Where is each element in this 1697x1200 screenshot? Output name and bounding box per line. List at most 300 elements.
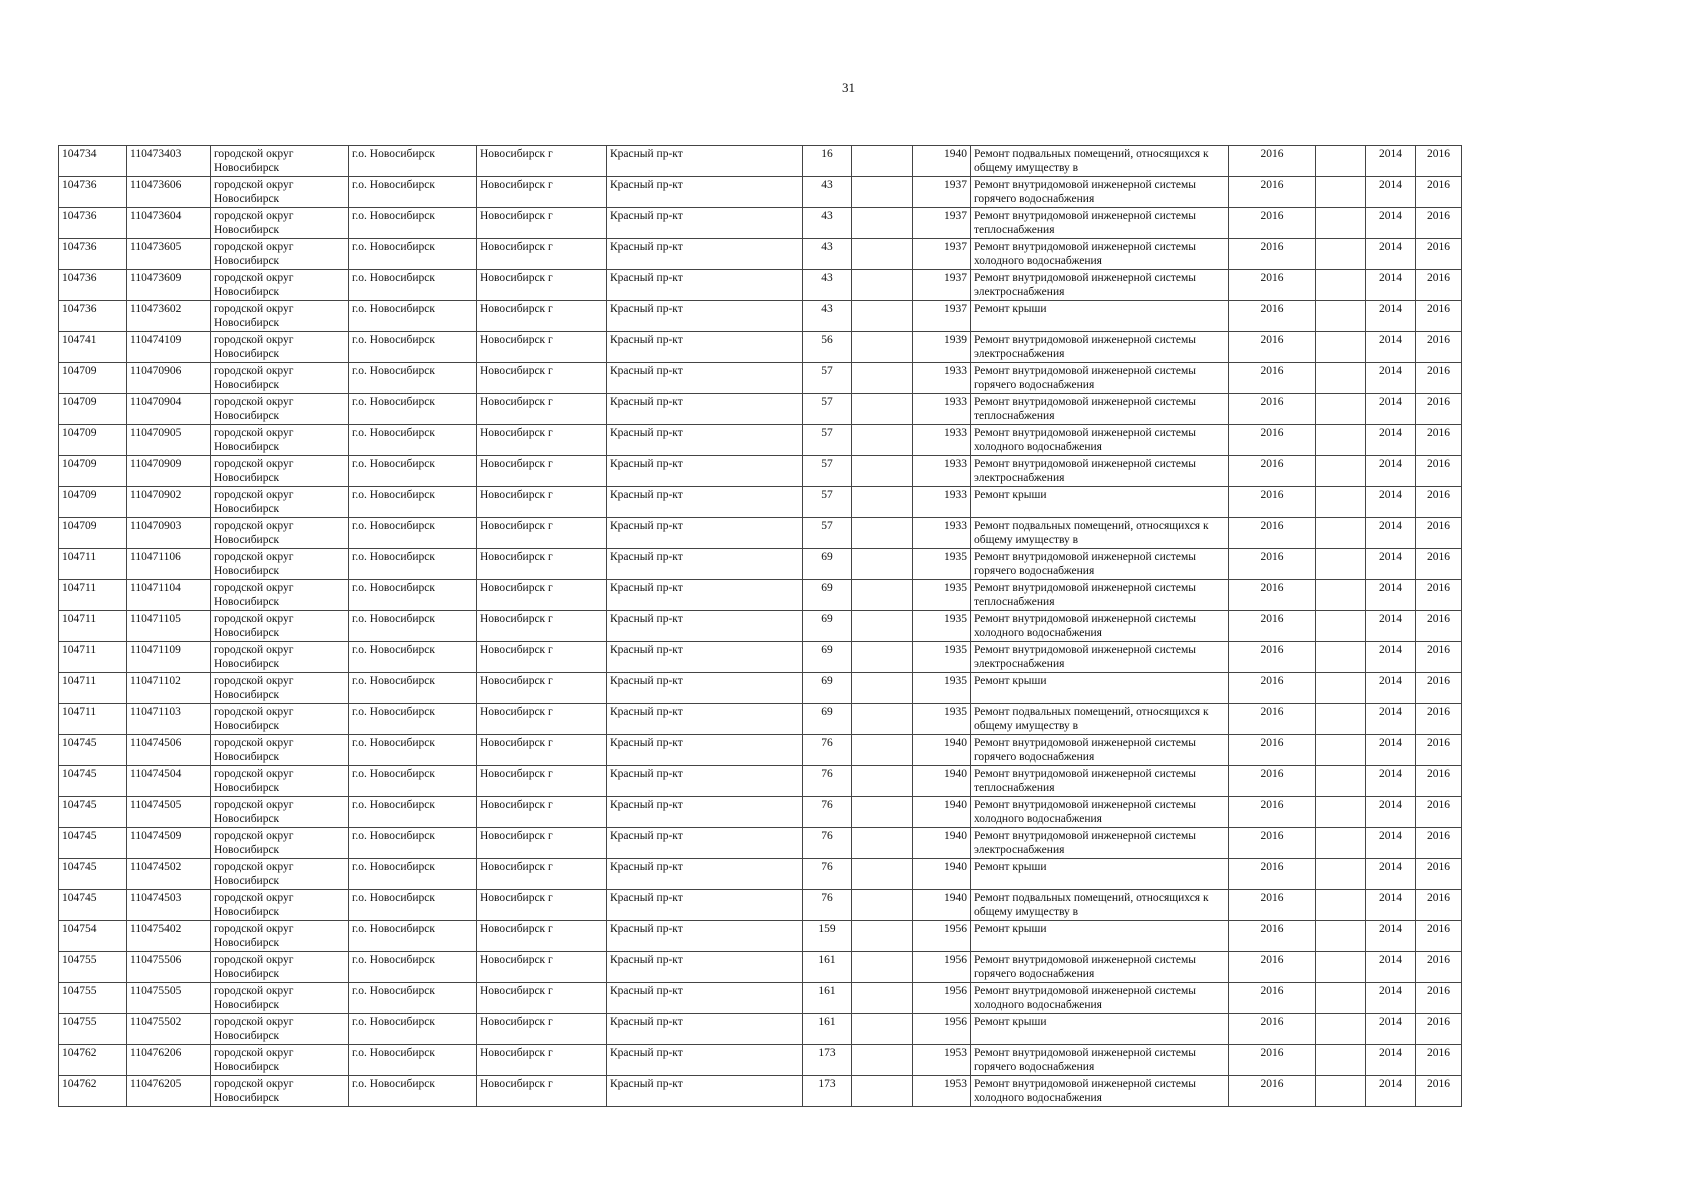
cell-district	[211, 1045, 349, 1076]
cell-start-year: 2014	[1366, 828, 1416, 859]
cell-start-year: 2014	[1366, 549, 1416, 580]
cell-building	[852, 1014, 913, 1045]
cell-work-text: Ремонт внутридомовой инженерной системы электроснабжения	[974, 334, 1197, 360]
cell-work-text: Ремонт крыши	[974, 1016, 1047, 1028]
cell-street: Красный пр-кт	[607, 952, 803, 983]
cell-district	[211, 332, 349, 363]
cell-city: Новосибирск г	[477, 487, 607, 518]
cell-city: Новосибирск г	[477, 642, 607, 673]
cell-district-text: городской округ Новосибирск	[214, 551, 294, 577]
cell-year: 1935	[913, 611, 971, 642]
cell-start-year: 2014	[1366, 363, 1416, 394]
cell-building	[852, 177, 913, 208]
cell-municipality: г.о. Новосибирск	[349, 921, 477, 952]
cell-municipality: г.о. Новосибирск	[349, 146, 477, 177]
cell-house: 43	[803, 270, 852, 301]
cell-municipality: г.о. Новосибирск	[349, 549, 477, 580]
table-row	[59, 301, 1462, 332]
cell-start-year: 2014	[1366, 983, 1416, 1014]
cell-building	[852, 828, 913, 859]
cell-code: 110473605	[127, 239, 211, 270]
cell-city: Новосибирск г	[477, 673, 607, 704]
cell-plan-year: 2016	[1229, 1076, 1316, 1107]
cell-building	[852, 1045, 913, 1076]
cell-id: 104745	[59, 735, 127, 766]
cell-year: 1935	[913, 580, 971, 611]
cell-start-year: 2014	[1366, 642, 1416, 673]
cell-house: 161	[803, 983, 852, 1014]
table-row	[59, 921, 1462, 952]
table-row	[59, 1076, 1462, 1107]
cell-house: 69	[803, 704, 852, 735]
cell-year: 1937	[913, 177, 971, 208]
cell-building	[852, 704, 913, 735]
cell-municipality: г.о. Новосибирск	[349, 611, 477, 642]
cell-blank	[1316, 611, 1366, 642]
cell-work-text: Ремонт внутридомовой инженерной системы холодного водоснабжения	[974, 241, 1197, 267]
cell-blank	[1316, 487, 1366, 518]
cell-work	[971, 704, 1229, 735]
cell-id: 104741	[59, 332, 127, 363]
cell-year: 1953	[913, 1076, 971, 1107]
cell-district	[211, 952, 349, 983]
cell-work-text: Ремонт подвальных помещений, относящихся к общему имуществу в	[974, 892, 1209, 918]
cell-end-year: 2016	[1416, 549, 1462, 580]
cell-district	[211, 859, 349, 890]
cell-district-text: городской округ Новосибирск	[214, 210, 294, 236]
cell-plan-year: 2016	[1229, 828, 1316, 859]
cell-work-text: Ремонт крыши	[974, 489, 1047, 501]
cell-work-text: Ремонт внутридомовой инженерной системы горячего водоснабжения	[974, 179, 1197, 205]
cell-district-text: городской округ Новосибирск	[214, 520, 294, 546]
cell-blank	[1316, 766, 1366, 797]
cell-plan-year: 2016	[1229, 363, 1316, 394]
cell-end-year: 2016	[1416, 1045, 1462, 1076]
cell-building	[852, 394, 913, 425]
cell-street: Красный пр-кт	[607, 301, 803, 332]
table-row	[59, 797, 1462, 828]
table-row	[59, 580, 1462, 611]
cell-code: 110474504	[127, 766, 211, 797]
cell-street: Красный пр-кт	[607, 518, 803, 549]
table-row	[59, 704, 1462, 735]
cell-district	[211, 363, 349, 394]
cell-district-text: городской округ Новосибирск	[214, 613, 294, 639]
cell-work	[971, 208, 1229, 239]
cell-code: 110474109	[127, 332, 211, 363]
cell-code: 110473606	[127, 177, 211, 208]
cell-code: 110473609	[127, 270, 211, 301]
cell-district	[211, 1014, 349, 1045]
cell-house: 43	[803, 177, 852, 208]
cell-street: Красный пр-кт	[607, 146, 803, 177]
cell-plan-year: 2016	[1229, 1014, 1316, 1045]
cell-house: 69	[803, 580, 852, 611]
cell-work	[971, 239, 1229, 270]
cell-city: Новосибирск г	[477, 332, 607, 363]
cell-street: Красный пр-кт	[607, 363, 803, 394]
cell-blank	[1316, 1014, 1366, 1045]
cell-building	[852, 797, 913, 828]
cell-year: 1956	[913, 983, 971, 1014]
table-row	[59, 890, 1462, 921]
cell-city: Новосибирск г	[477, 797, 607, 828]
cell-street: Красный пр-кт	[607, 1045, 803, 1076]
cell-year: 1940	[913, 797, 971, 828]
cell-blank	[1316, 270, 1366, 301]
cell-code: 110470904	[127, 394, 211, 425]
cell-city: Новосибирск г	[477, 983, 607, 1014]
cell-building	[852, 549, 913, 580]
cell-year: 1937	[913, 301, 971, 332]
cell-work-text: Ремонт внутридомовой инженерной системы теплоснабжения	[974, 210, 1197, 236]
cell-building	[852, 208, 913, 239]
cell-end-year: 2016	[1416, 673, 1462, 704]
cell-house: 76	[803, 890, 852, 921]
cell-work-text: Ремонт внутридомовой инженерной системы теплоснабжения	[974, 582, 1197, 608]
cell-work-text: Ремонт внутридомовой инженерной системы электроснабжения	[974, 644, 1197, 670]
cell-municipality: г.о. Новосибирск	[349, 456, 477, 487]
cell-id: 104736	[59, 270, 127, 301]
cell-end-year: 2016	[1416, 890, 1462, 921]
cell-id: 104711	[59, 580, 127, 611]
cell-blank	[1316, 859, 1366, 890]
cell-start-year: 2014	[1366, 766, 1416, 797]
cell-work-text: Ремонт внутридомовой инженерной системы горячего водоснабжения	[974, 954, 1197, 980]
cell-work	[971, 146, 1229, 177]
cell-code: 110470909	[127, 456, 211, 487]
cell-district	[211, 239, 349, 270]
cell-code: 110470903	[127, 518, 211, 549]
cell-year: 1933	[913, 394, 971, 425]
cell-plan-year: 2016	[1229, 301, 1316, 332]
table-row	[59, 549, 1462, 580]
cell-blank	[1316, 208, 1366, 239]
cell-building	[852, 518, 913, 549]
cell-year: 1933	[913, 363, 971, 394]
cell-house: 76	[803, 766, 852, 797]
cell-city: Новосибирск г	[477, 394, 607, 425]
cell-work-text: Ремонт крыши	[974, 923, 1047, 935]
cell-work-text: Ремонт подвальных помещений, относящихся к общему имуществу в	[974, 148, 1209, 174]
cell-street: Красный пр-кт	[607, 456, 803, 487]
cell-building	[852, 146, 913, 177]
cell-code: 110474502	[127, 859, 211, 890]
cell-year: 1933	[913, 456, 971, 487]
cell-city: Новосибирск г	[477, 1045, 607, 1076]
cell-city: Новосибирск г	[477, 425, 607, 456]
cell-end-year: 2016	[1416, 208, 1462, 239]
cell-street: Красный пр-кт	[607, 239, 803, 270]
cell-street: Красный пр-кт	[607, 797, 803, 828]
cell-district	[211, 518, 349, 549]
cell-city: Новосибирск г	[477, 704, 607, 735]
cell-building	[852, 859, 913, 890]
cell-building	[852, 580, 913, 611]
cell-building	[852, 766, 913, 797]
cell-municipality: г.о. Новосибирск	[349, 735, 477, 766]
cell-street: Красный пр-кт	[607, 580, 803, 611]
cell-city: Новосибирск г	[477, 301, 607, 332]
cell-work-text: Ремонт внутридомовой инженерной системы теплоснабжения	[974, 396, 1197, 422]
cell-municipality: г.о. Новосибирск	[349, 890, 477, 921]
cell-district-text: городской округ Новосибирск	[214, 365, 294, 391]
cell-house: 57	[803, 394, 852, 425]
cell-id: 104709	[59, 518, 127, 549]
cell-district-text: городской округ Новосибирск	[214, 179, 294, 205]
cell-year: 1937	[913, 239, 971, 270]
cell-code: 110471109	[127, 642, 211, 673]
cell-municipality: г.о. Новосибирск	[349, 1045, 477, 1076]
cell-street: Красный пр-кт	[607, 704, 803, 735]
cell-year: 1937	[913, 270, 971, 301]
cell-city: Новосибирск г	[477, 611, 607, 642]
cell-building	[852, 611, 913, 642]
cell-work	[971, 828, 1229, 859]
cell-year: 1935	[913, 704, 971, 735]
cell-id: 104709	[59, 456, 127, 487]
cell-house: 173	[803, 1076, 852, 1107]
cell-id: 104709	[59, 425, 127, 456]
cell-municipality: г.о. Новосибирск	[349, 363, 477, 394]
page-number: 31	[842, 80, 855, 95]
cell-street: Красный пр-кт	[607, 828, 803, 859]
cell-work-text: Ремонт внутридомовой инженерной системы электроснабжения	[974, 458, 1197, 484]
cell-street: Красный пр-кт	[607, 611, 803, 642]
cell-id: 104745	[59, 859, 127, 890]
cell-code: 110475402	[127, 921, 211, 952]
cell-municipality: г.о. Новосибирск	[349, 177, 477, 208]
cell-street: Красный пр-кт	[607, 983, 803, 1014]
cell-city: Новосибирск г	[477, 735, 607, 766]
cell-city: Новосибирск г	[477, 921, 607, 952]
cell-municipality: г.о. Новосибирск	[349, 580, 477, 611]
cell-plan-year: 2016	[1229, 673, 1316, 704]
cell-blank	[1316, 146, 1366, 177]
cell-end-year: 2016	[1416, 859, 1462, 890]
table-row	[59, 239, 1462, 270]
cell-code: 110470906	[127, 363, 211, 394]
cell-blank	[1316, 642, 1366, 673]
cell-end-year: 2016	[1416, 921, 1462, 952]
cell-work	[971, 952, 1229, 983]
cell-work-text: Ремонт внутридомовой инженерной системы электроснабжения	[974, 830, 1197, 856]
cell-work-text: Ремонт крыши	[974, 675, 1047, 687]
cell-work-text: Ремонт крыши	[974, 303, 1047, 315]
cell-plan-year: 2016	[1229, 766, 1316, 797]
cell-district	[211, 766, 349, 797]
cell-municipality: г.о. Новосибирск	[349, 301, 477, 332]
cell-work	[971, 673, 1229, 704]
cell-work	[971, 983, 1229, 1014]
cell-house: 43	[803, 239, 852, 270]
cell-district	[211, 456, 349, 487]
cell-start-year: 2014	[1366, 952, 1416, 983]
cell-start-year: 2014	[1366, 239, 1416, 270]
cell-id: 104755	[59, 952, 127, 983]
cell-building	[852, 642, 913, 673]
cell-house: 57	[803, 487, 852, 518]
cell-plan-year: 2016	[1229, 208, 1316, 239]
cell-blank	[1316, 239, 1366, 270]
cell-id: 104762	[59, 1045, 127, 1076]
cell-year: 1935	[913, 642, 971, 673]
cell-start-year: 2014	[1366, 394, 1416, 425]
cell-municipality: г.о. Новосибирск	[349, 766, 477, 797]
table-row	[59, 270, 1462, 301]
cell-district	[211, 487, 349, 518]
cell-end-year: 2016	[1416, 456, 1462, 487]
cell-district	[211, 704, 349, 735]
cell-year: 1935	[913, 673, 971, 704]
table-row	[59, 208, 1462, 239]
cell-district	[211, 642, 349, 673]
cell-work	[971, 642, 1229, 673]
cell-house: 69	[803, 673, 852, 704]
cell-city: Новосибирск г	[477, 363, 607, 394]
cell-plan-year: 2016	[1229, 890, 1316, 921]
cell-blank	[1316, 828, 1366, 859]
cell-work	[971, 270, 1229, 301]
cell-house: 159	[803, 921, 852, 952]
cell-work	[971, 518, 1229, 549]
table-row	[59, 1045, 1462, 1076]
cell-municipality: г.о. Новосибирск	[349, 208, 477, 239]
cell-end-year: 2016	[1416, 394, 1462, 425]
cell-city: Новосибирск г	[477, 766, 607, 797]
cell-year: 1953	[913, 1045, 971, 1076]
cell-district	[211, 797, 349, 828]
cell-plan-year: 2016	[1229, 177, 1316, 208]
cell-district	[211, 828, 349, 859]
cell-id: 104709	[59, 394, 127, 425]
cell-street: Красный пр-кт	[607, 921, 803, 952]
cell-district-text: городской округ Новосибирск	[214, 396, 294, 422]
cell-code: 110475502	[127, 1014, 211, 1045]
table-row	[59, 332, 1462, 363]
cell-district-text: городской округ Новосибирск	[214, 148, 294, 174]
cell-district-text: городской округ Новосибирск	[214, 954, 294, 980]
cell-end-year: 2016	[1416, 983, 1462, 1014]
cell-blank	[1316, 952, 1366, 983]
cell-start-year: 2014	[1366, 208, 1416, 239]
cell-code: 110470902	[127, 487, 211, 518]
cell-id: 104755	[59, 983, 127, 1014]
cell-plan-year: 2016	[1229, 642, 1316, 673]
cell-street: Красный пр-кт	[607, 673, 803, 704]
table-row	[59, 518, 1462, 549]
cell-start-year: 2014	[1366, 177, 1416, 208]
cell-district-text: городской округ Новосибирск	[214, 923, 294, 949]
cell-blank	[1316, 797, 1366, 828]
cell-municipality: г.о. Новосибирск	[349, 673, 477, 704]
cell-district-text: городской округ Новосибирск	[214, 241, 294, 267]
cell-work-text: Ремонт внутридомовой инженерной системы холодного водоснабжения	[974, 427, 1197, 453]
cell-work-text: Ремонт внутридомовой инженерной системы горячего водоснабжения	[974, 1047, 1197, 1073]
cell-end-year: 2016	[1416, 301, 1462, 332]
cell-start-year: 2014	[1366, 518, 1416, 549]
cell-work-text: Ремонт внутридомовой инженерной системы горячего водоснабжения	[974, 551, 1197, 577]
table-row	[59, 394, 1462, 425]
cell-work	[971, 1014, 1229, 1045]
cell-start-year: 2014	[1366, 425, 1416, 456]
cell-code: 110471102	[127, 673, 211, 704]
cell-district	[211, 611, 349, 642]
cell-start-year: 2014	[1366, 921, 1416, 952]
cell-house: 76	[803, 859, 852, 890]
cell-municipality: г.о. Новосибирск	[349, 952, 477, 983]
cell-start-year: 2014	[1366, 673, 1416, 704]
cell-building	[852, 673, 913, 704]
cell-end-year: 2016	[1416, 642, 1462, 673]
cell-municipality: г.о. Новосибирск	[349, 1076, 477, 1107]
cell-blank	[1316, 518, 1366, 549]
cell-district-text: городской округ Новосибирск	[214, 675, 294, 701]
cell-blank	[1316, 301, 1366, 332]
cell-end-year: 2016	[1416, 425, 1462, 456]
cell-work	[971, 797, 1229, 828]
cell-house: 43	[803, 301, 852, 332]
cell-blank	[1316, 983, 1366, 1014]
cell-district	[211, 301, 349, 332]
cell-municipality: г.о. Новосибирск	[349, 425, 477, 456]
cell-end-year: 2016	[1416, 580, 1462, 611]
cell-id: 104745	[59, 797, 127, 828]
table-row	[59, 859, 1462, 890]
cell-work-text: Ремонт подвальных помещений, относящихся к общему имуществу в	[974, 706, 1209, 732]
cell-street: Красный пр-кт	[607, 1076, 803, 1107]
cell-street: Красный пр-кт	[607, 890, 803, 921]
cell-city: Новосибирск г	[477, 1014, 607, 1045]
cell-year: 1956	[913, 921, 971, 952]
cell-blank	[1316, 394, 1366, 425]
cell-work	[971, 921, 1229, 952]
cell-year: 1935	[913, 549, 971, 580]
cell-code: 110475505	[127, 983, 211, 1014]
cell-city: Новосибирск г	[477, 456, 607, 487]
cell-municipality: г.о. Новосибирск	[349, 704, 477, 735]
cell-work	[971, 735, 1229, 766]
cell-building	[852, 425, 913, 456]
cell-code: 110474505	[127, 797, 211, 828]
cell-start-year: 2014	[1366, 704, 1416, 735]
cell-district-text: городской округ Новосибирск	[214, 861, 294, 887]
cell-year: 1933	[913, 425, 971, 456]
cell-building	[852, 983, 913, 1014]
cell-blank	[1316, 425, 1366, 456]
cell-year: 1956	[913, 1014, 971, 1045]
cell-start-year: 2014	[1366, 332, 1416, 363]
cell-id: 104711	[59, 549, 127, 580]
cell-district	[211, 921, 349, 952]
cell-id: 104736	[59, 301, 127, 332]
cell-building	[852, 456, 913, 487]
cell-plan-year: 2016	[1229, 1045, 1316, 1076]
cell-id: 104736	[59, 177, 127, 208]
cell-city: Новосибирск г	[477, 208, 607, 239]
cell-end-year: 2016	[1416, 239, 1462, 270]
cell-blank	[1316, 363, 1366, 394]
cell-city: Новосибирск г	[477, 518, 607, 549]
cell-street: Красный пр-кт	[607, 735, 803, 766]
cell-id: 104754	[59, 921, 127, 952]
cell-municipality: г.о. Новосибирск	[349, 239, 477, 270]
cell-year: 1940	[913, 735, 971, 766]
table-row	[59, 828, 1462, 859]
cell-blank	[1316, 1045, 1366, 1076]
cell-district-text: городской округ Новосибирск	[214, 799, 294, 825]
cell-building	[852, 270, 913, 301]
